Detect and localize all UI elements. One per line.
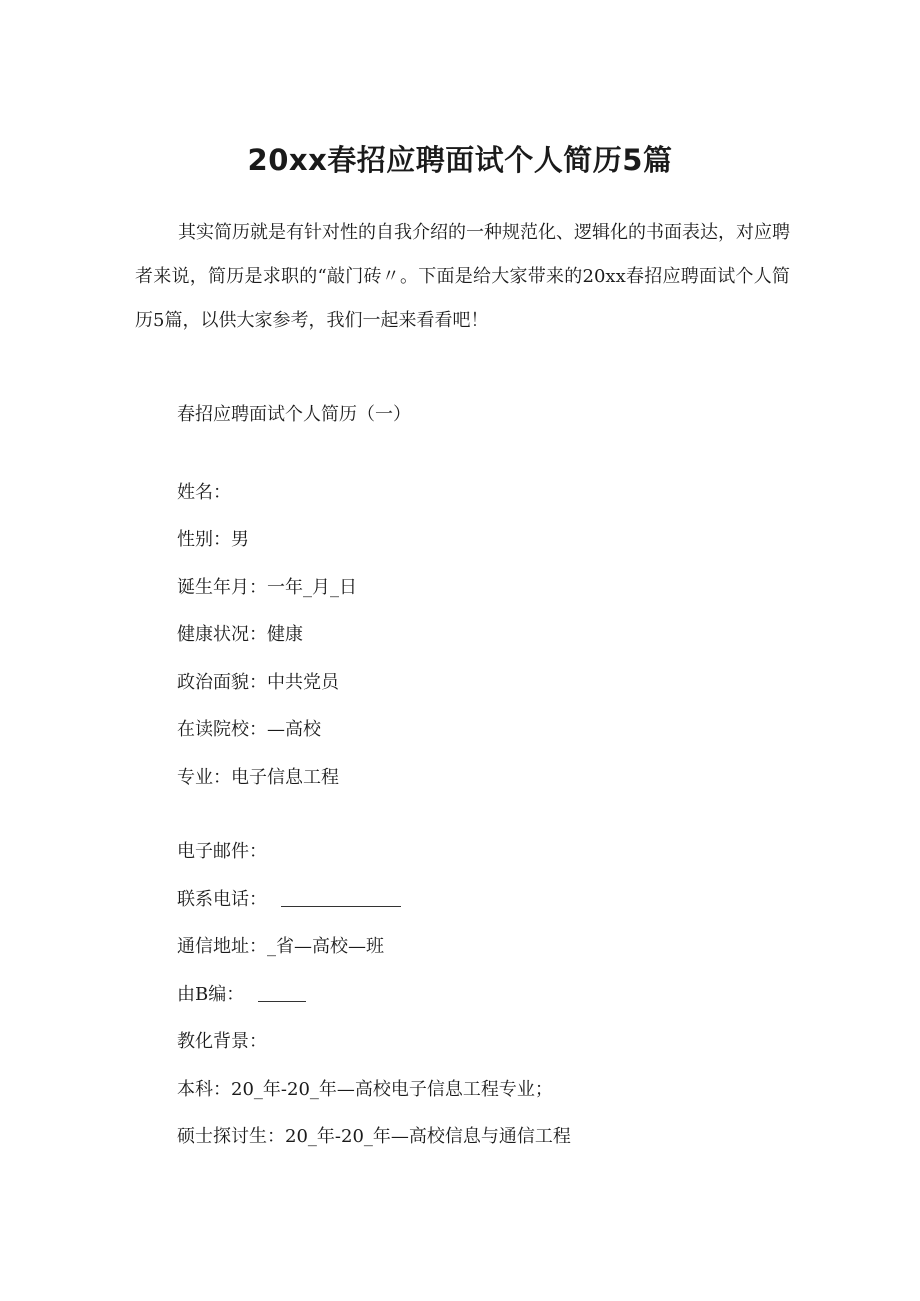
field-phone bbox=[177, 885, 401, 915]
field-education-label: 教化背景： bbox=[177, 1031, 267, 1052]
field-phone-label: 联系电话： bbox=[177, 889, 267, 910]
field-school bbox=[177, 715, 321, 745]
field-postcode-label: 由B编： bbox=[177, 984, 245, 1005]
field-major bbox=[177, 763, 339, 793]
field-health-label: 健康状况：健康 bbox=[177, 624, 303, 645]
field-birth-label: 诞生年月：一年_月_日 bbox=[177, 577, 357, 598]
field-address-label: 通信地址：_省—高校—班 bbox=[177, 936, 384, 957]
field-name bbox=[177, 478, 231, 508]
field-politics bbox=[177, 668, 339, 698]
field-politics-label: 政治面貌：中共党员 bbox=[177, 672, 339, 693]
field-master-label: 硕士探讨生：20_年-20_年—高校信息与通信工程 bbox=[177, 1126, 571, 1147]
field-gender-label: 性别：男 bbox=[177, 529, 249, 550]
field-health bbox=[177, 620, 303, 650]
field-email bbox=[177, 837, 267, 867]
postcode-blank-line bbox=[258, 1000, 306, 1002]
field-email-label: 电子邮件： bbox=[177, 841, 267, 862]
field-gender bbox=[177, 525, 249, 555]
field-name-label: 姓名： bbox=[177, 482, 231, 503]
field-birth bbox=[177, 573, 357, 603]
page-title: 20xx春招应聘面试个人简历5篇 bbox=[247, 143, 673, 177]
field-school-label: 在读院校：—高校 bbox=[177, 719, 321, 740]
field-major-label: 专业：电子信息工程 bbox=[177, 767, 339, 788]
field-address bbox=[177, 932, 384, 962]
field-education bbox=[177, 1027, 267, 1057]
field-master bbox=[177, 1122, 571, 1152]
field-bachelor-label: 本科：20_年-20_年—高校电子信息工程专业； bbox=[177, 1079, 553, 1100]
section-heading: 春招应聘面试个人简历（一） bbox=[177, 404, 411, 425]
intro-paragraph: 其实简历就是有针对性的自我介绍的一种规范化、逻辑化的书面表达，对应聘者来说，简历是求职的“敲门砖〃。下面是给大家带来的20xx春招应聘面试个人简历5篇，以供大家参考，我们一起来看看吧！ bbox=[135, 222, 790, 331]
field-postcode bbox=[177, 980, 306, 1010]
phone-blank-line bbox=[281, 905, 401, 907]
field-bachelor bbox=[177, 1075, 553, 1105]
